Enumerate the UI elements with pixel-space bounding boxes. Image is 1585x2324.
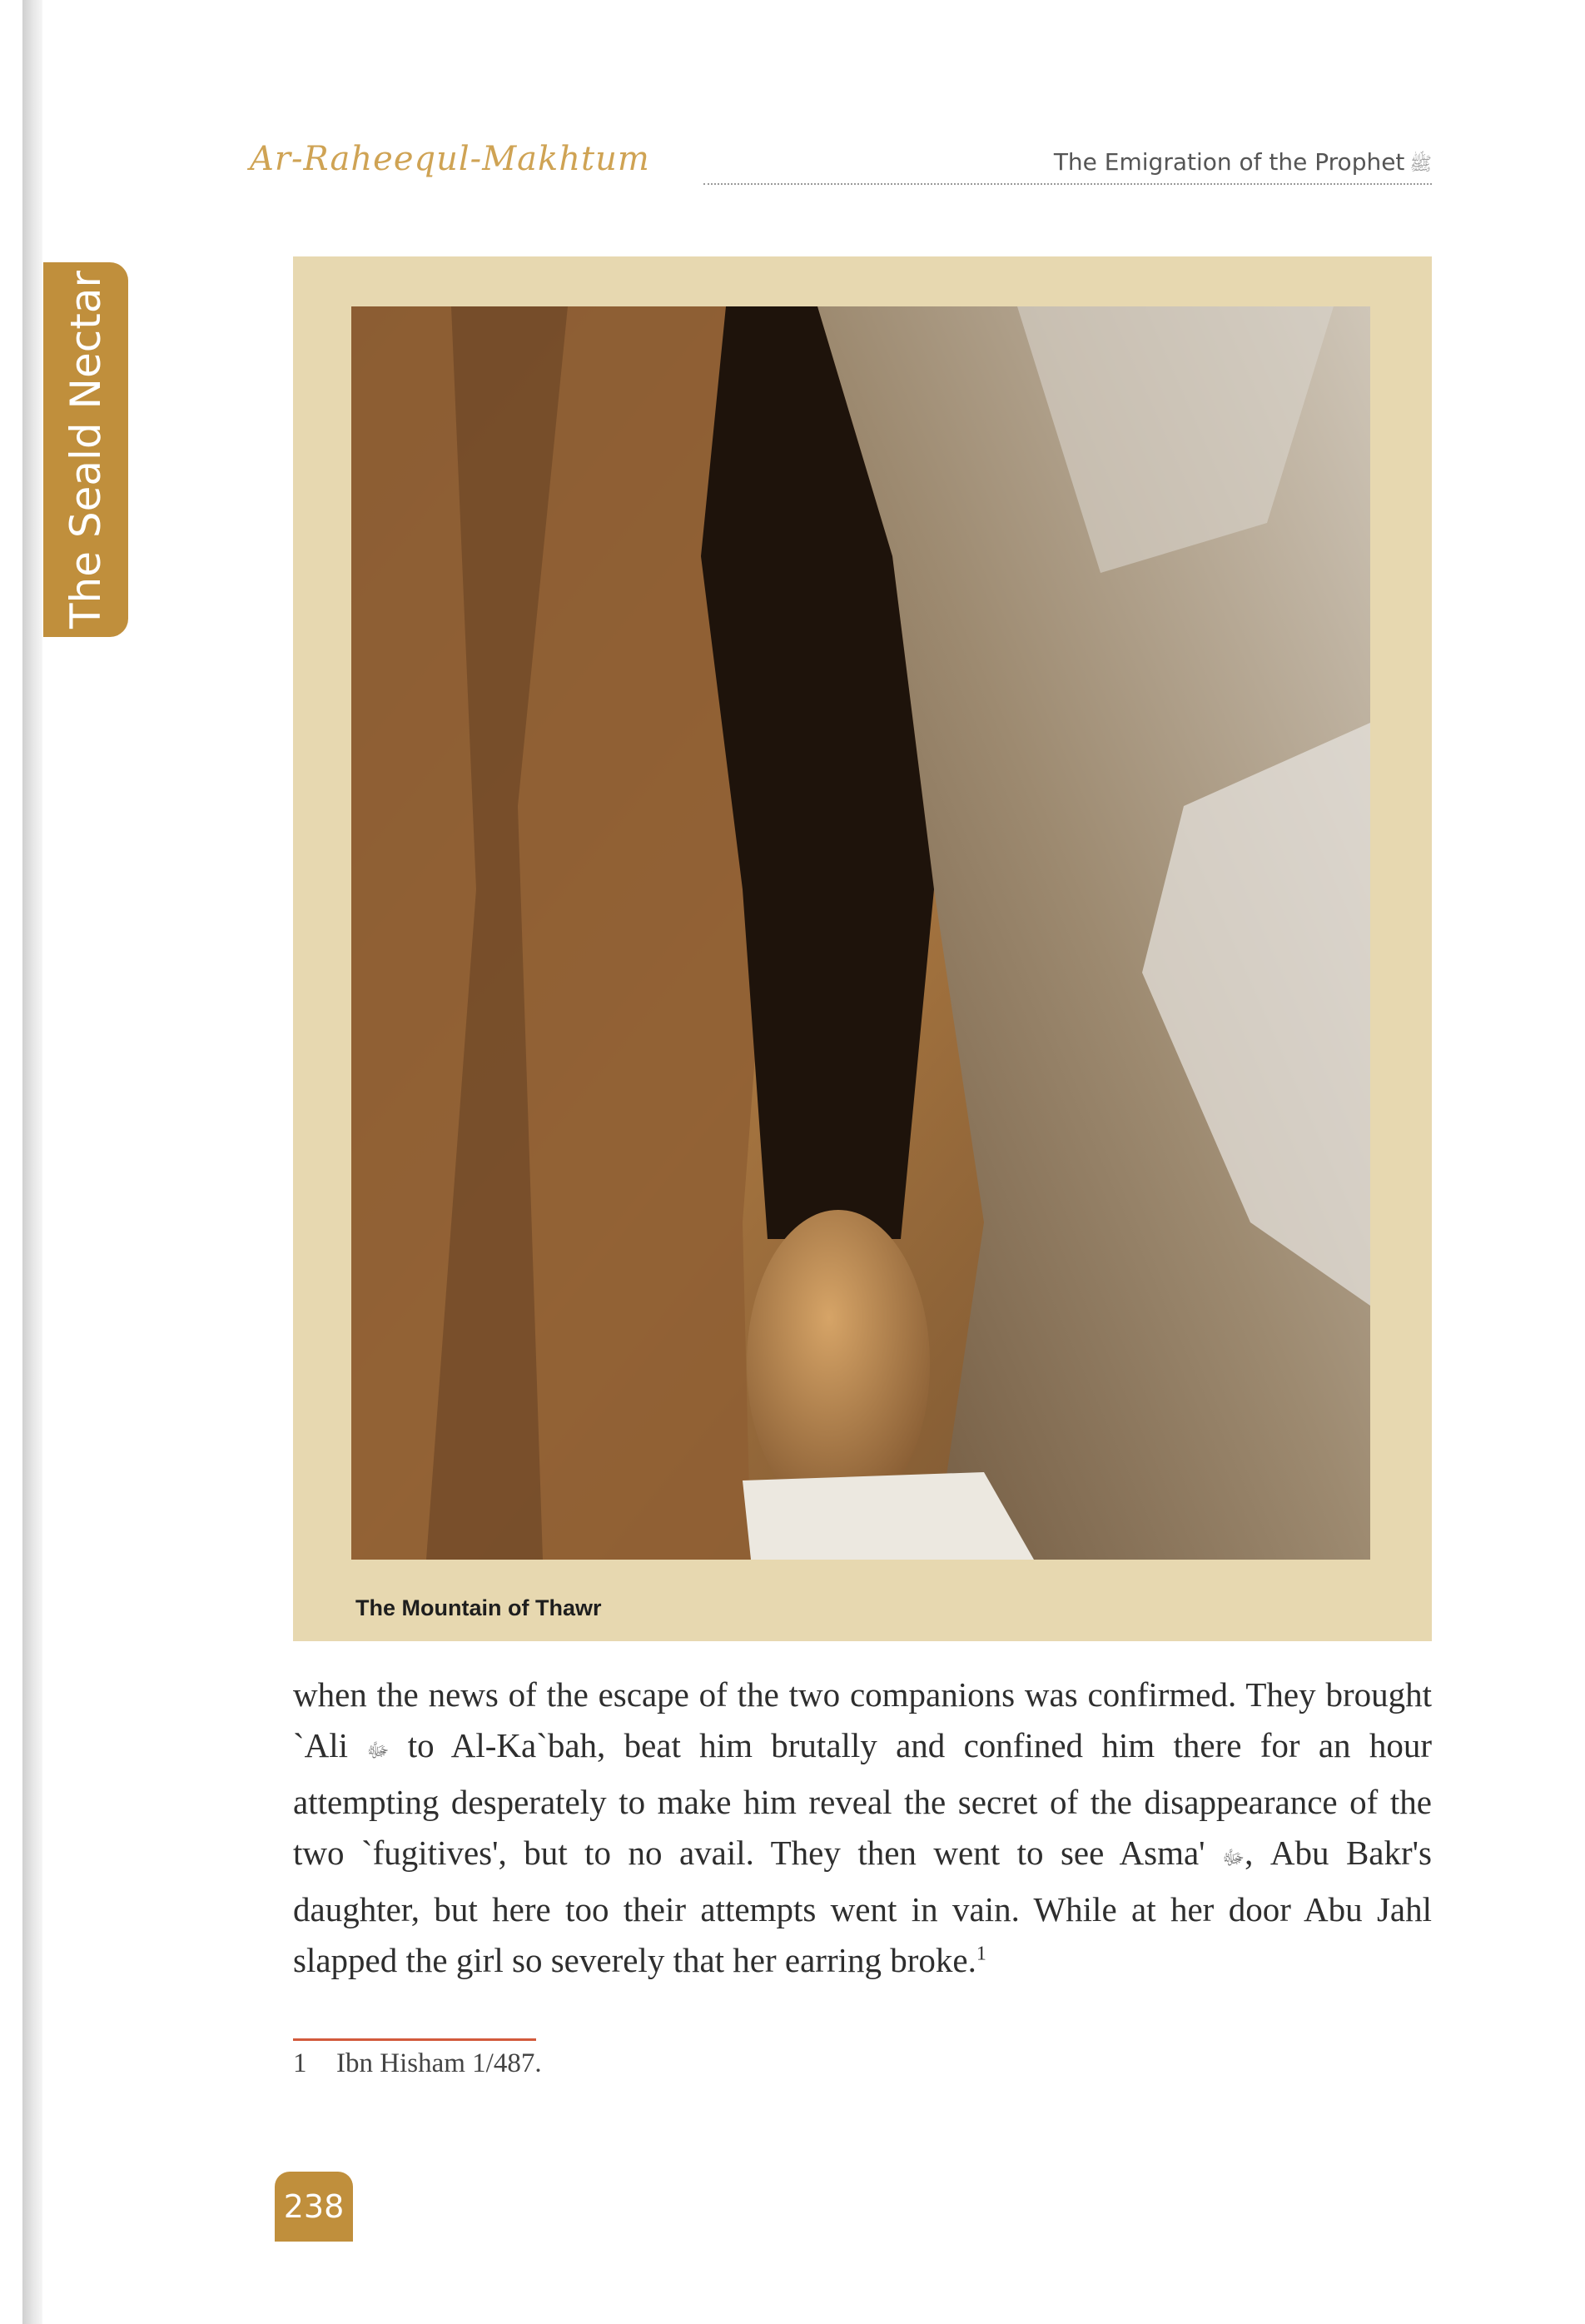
- page-number: 238: [275, 2172, 353, 2242]
- footnote: [293, 2048, 542, 2079]
- figure-caption: The Mountain of Thawr: [355, 1595, 602, 1620]
- header-dotted-rule: [703, 183, 1432, 185]
- body-part-2: to Al-Ka`bah, beat him brutally and confined him there for an hour attempting desperately to make him reveal the secret of the disappearance of the two `fugitives', but to no avail. They then went to see Asma': [293, 1726, 1432, 1872]
- figure-frame: [293, 256, 1432, 1641]
- side-tab-label: The Seald Nectar: [62, 270, 110, 630]
- cave-floor: [743, 1472, 1034, 1560]
- chapter-title: [1054, 148, 1432, 179]
- cave-boulder: [747, 1210, 930, 1518]
- cave-photo: [351, 306, 1370, 1560]
- honorific-icon: ﷺ: [1409, 154, 1432, 175]
- footnote-number: 1: [293, 2048, 307, 2078]
- footnote-text: Ibn Hisham 1/487.: [336, 2048, 542, 2078]
- body-paragraph: [293, 1670, 1432, 1986]
- book-title: Ar-Raheequl-Makhtum: [250, 140, 650, 178]
- side-tab: [43, 262, 128, 637]
- honorific-female-icon: ﷻ: [1222, 1848, 1245, 1869]
- honorific-male-icon: ﷻ: [366, 1740, 390, 1762]
- footnote-rule: [293, 2038, 536, 2041]
- cave-photo-image: [351, 306, 1370, 1560]
- cave-rock-left: [351, 306, 768, 1560]
- body-part-3: , Abu Bakr's daughter, but here too their attempts went in vain. While at her door Abu Jahl slapped the girl so severely that her earring broke.: [293, 1834, 1432, 1979]
- body-part-1: when the news of the escape of the two companions was confirmed. They brought `Ali: [293, 1675, 1432, 1764]
- footnote-ref[interactable]: 1: [976, 1943, 986, 1965]
- book-spine-shadow: [22, 0, 42, 2324]
- chapter-title-text: The Emigration of the Prophet: [1053, 148, 1405, 176]
- running-header: [250, 133, 1432, 200]
